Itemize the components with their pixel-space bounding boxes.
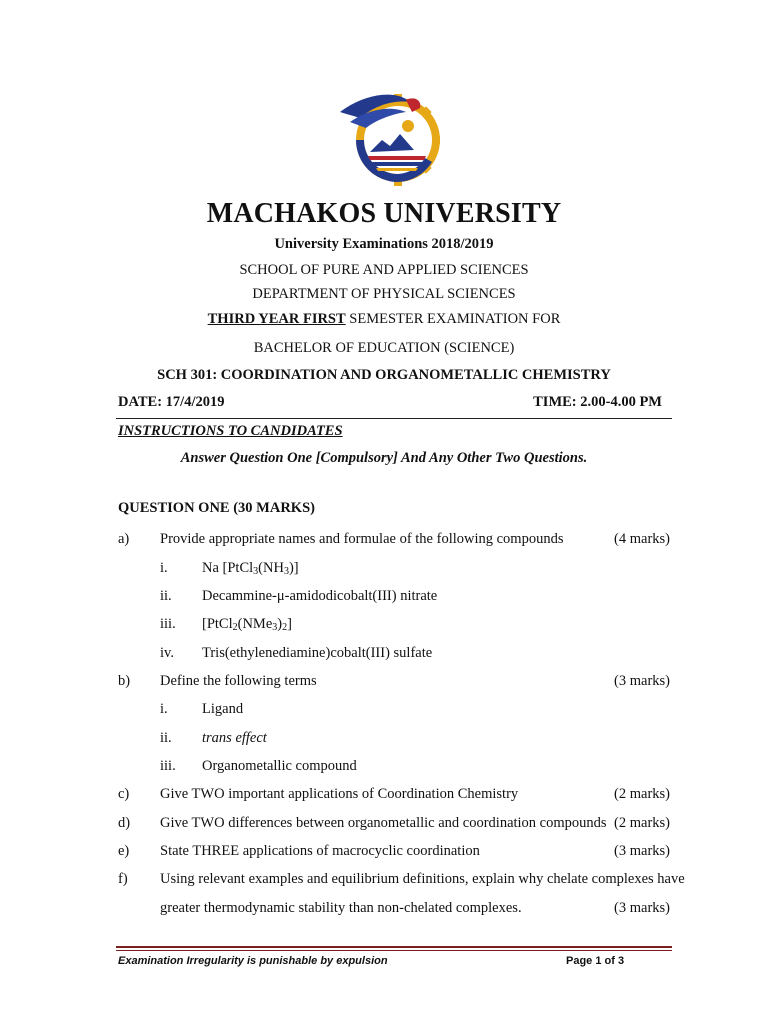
course-title: SCH 301: COORDINATION AND ORGANOMETALLIC CHEMISTRY xyxy=(157,367,611,383)
question-b-text: Define the following terms xyxy=(160,673,317,689)
item-a-i-num: i. xyxy=(160,560,168,576)
item-a-iii-num: iii. xyxy=(160,616,176,632)
question-f-text-line2: greater thermodynamic stability than non-chelated complexes. xyxy=(160,900,522,916)
question-b-label: b) xyxy=(118,673,131,689)
item-b-iii-num: iii. xyxy=(160,758,176,774)
question-b-marks: (3 marks) xyxy=(614,673,670,689)
instructions-text: Answer Question One [Compulsory] And Any Other Two Questions. xyxy=(180,450,588,466)
university-name: MACHAKOS UNIVERSITY xyxy=(206,198,562,229)
item-a-iii-formula: $[PtCl_2(NMe_3)_2]$ xyxy=(202,616,292,633)
item-b-ii-num: ii. xyxy=(160,730,172,746)
question-e-text: State THREE applications of macrocyclic coordination xyxy=(160,843,480,859)
semester-year: THIRD YEAR FIRST xyxy=(207,311,346,327)
semester-rest: SEMESTER EXAMINATION FOR xyxy=(345,311,561,327)
divider-line xyxy=(116,418,672,419)
question-f-text-line1: Using relevant examples and equilibrium definitions, explain why chelate complexes have xyxy=(160,871,685,887)
item-a-iv-text: Tris(ethylenediamine)cobalt(III) sulfate xyxy=(202,645,433,661)
exam-date: DATE: 17/4/2019 xyxy=(118,394,225,410)
item-a-ii-num: ii. xyxy=(160,588,172,604)
question-c-text: Give TWO important applications of Coordination Chemistry xyxy=(160,786,519,802)
question-d-text: Give TWO differences between organometallic and coordination compounds xyxy=(160,815,607,831)
item-b-i-num: i. xyxy=(160,701,168,717)
question-d-label: d) xyxy=(118,815,131,831)
question-d-marks: (2 marks) xyxy=(614,815,670,831)
item-b-ii-text: trans effect xyxy=(202,730,267,746)
instructions-heading: INSTRUCTIONS TO CANDIDATES xyxy=(118,423,343,439)
question-c-label: c) xyxy=(118,786,130,802)
item-a-i-formula: Na $[PtCl_3(NH_3)]$ xyxy=(202,560,299,577)
footer-line-thick xyxy=(116,946,672,948)
page-number: Page 1 of 3 xyxy=(566,955,625,967)
semester-line xyxy=(0,311,768,328)
question-f-marks: (3 marks) xyxy=(614,900,670,916)
degree-name: BACHELOR OF EDUCATION (SCIENCE) xyxy=(253,340,515,356)
university-logo xyxy=(336,82,448,190)
footer-warning: Examination Irregularity is punishable by expulsion xyxy=(118,955,388,967)
question-a-label: a) xyxy=(118,531,130,547)
university-crest-icon xyxy=(336,82,448,190)
question-e-marks: (3 marks) xyxy=(614,843,670,859)
question-one-heading: QUESTION ONE (30 MARKS) xyxy=(118,500,315,516)
question-a-marks: (4 marks) xyxy=(614,531,670,547)
question-c-marks: (2 marks) xyxy=(614,786,670,802)
question-e-label: e) xyxy=(118,843,130,859)
exam-time: TIME: 2.00-4.00 PM xyxy=(533,394,662,410)
question-f-label: f) xyxy=(118,871,128,887)
department-name: DEPARTMENT OF PHYSICAL SCIENCES xyxy=(252,286,516,302)
footer-line-thin xyxy=(116,950,672,951)
school-name: SCHOOL OF PURE AND APPLIED SCIENCES xyxy=(239,262,529,278)
exam-year: University Examinations 2018/2019 xyxy=(274,236,494,252)
item-a-iv-num: iv. xyxy=(160,645,174,661)
question-a-text: Provide appropriate names and formulae of the following compounds xyxy=(160,531,564,547)
item-b-i-text: Ligand xyxy=(202,701,244,717)
item-b-iii-text: Organometallic compound xyxy=(202,758,357,774)
item-a-ii-text: Decammine-μ-amidodicobalt(III) nitrate xyxy=(202,588,438,604)
